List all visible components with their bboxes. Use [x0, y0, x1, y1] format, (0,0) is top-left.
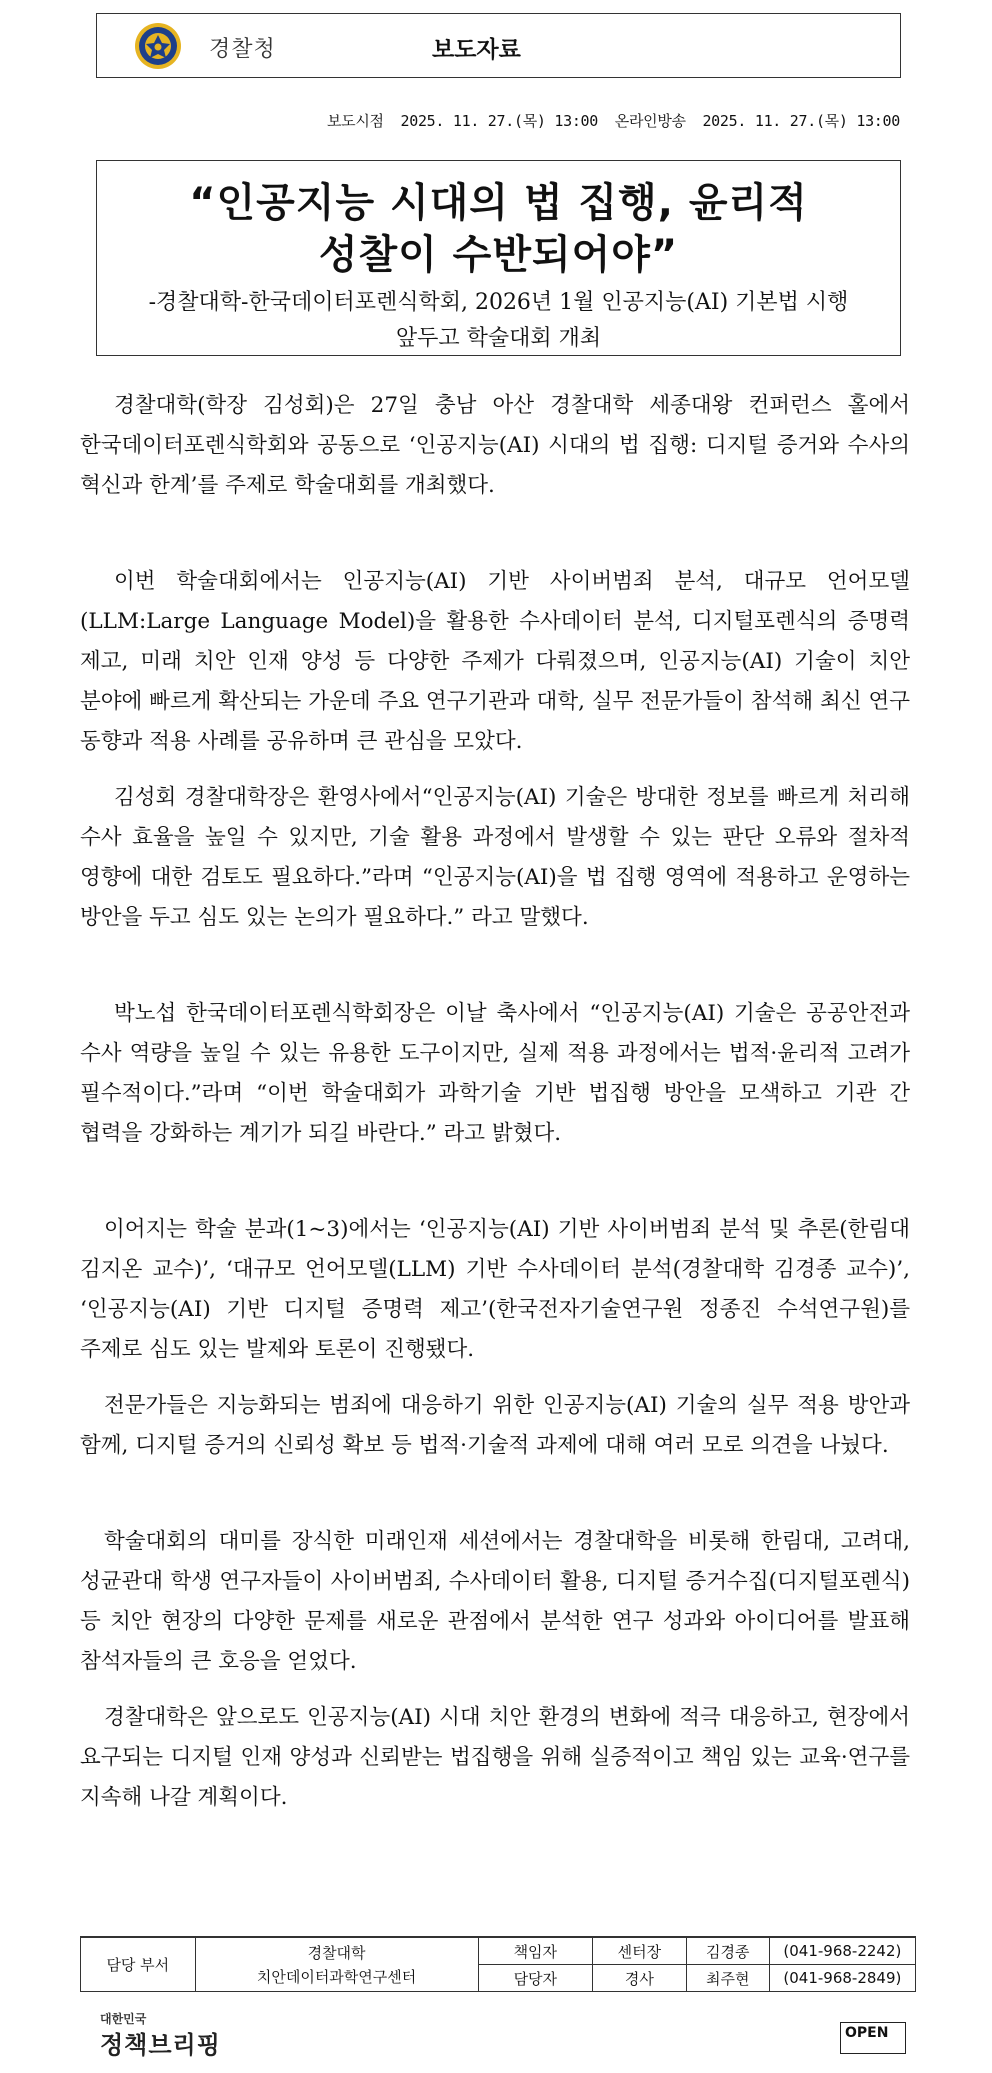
contact-row — [81, 1937, 916, 1965]
dept-line-2: 치안데이터과학연구센터 — [256, 1967, 417, 1986]
dept-label: 담당 부서 — [81, 1937, 196, 1992]
embargo-label: 보도시점 — [326, 112, 384, 130]
body-paragraph: 박노섭 한국데이터포렌식학회장은 이날 축사에서 “인공지능(AI) 기술은 공공안전과 수사 역량을 높일 수 있는 유용한 도구이지만, 실제 적용 과정에서는 법적·윤리적 고려가 필수적이다.”라며 “이번 학술대회가 과학기술 기반 법집행 방안을 모색하고 기관 간 협력을 강화하는 계기가 되길 바란다.” 라고 밝혔다. — [80, 1001, 910, 1146]
open-license-logo — [840, 2022, 906, 2054]
open-label: OPEN — [845, 2025, 889, 2041]
doc-type: 보도자료 — [432, 37, 521, 63]
online-time: 2025. 11. 27.(목) 13:00 — [702, 112, 900, 130]
brief-small-text: 대한민국 — [100, 2012, 147, 2026]
contact-name: 최주현 — [686, 1965, 769, 1992]
release-info — [319, 110, 900, 131]
contact-role: 책임자 — [478, 1937, 593, 1965]
contact-phone: (041-968-2849) — [769, 1965, 915, 1992]
contact-name: 김경종 — [686, 1937, 769, 1965]
contact-table — [80, 1936, 916, 1992]
body-paragraph: 학술대회의 대미를 장식한 미래인재 세션에서는 경찰대학을 비롯해 한림대, 고려대, 성균관대 학생 연구자들이 사이버범죄, 수사데이터 활용, 디지털 증거수집(디지털포렌식) 등 치안 현장의 다양한 문제를 새로운 관점에서 분석한 연구 성과와 아이디어를 발표해 참석자들의 큰 호응을 얻었다. — [80, 1529, 910, 1674]
body-paragraph: 이어지는 학술 분과(1~3)에서는 ‘인공지능(AI) 기반 사이버범죄 분석 및 추론(한림대 김지온 교수)’, ‘대규모 언어모델(LLM) 기반 수사데이터 분석(경찰대학 김경종 교수)’, ‘인공지능(AI) 기반 디지털 증명력 제고’(한국전자기술연구원 정종진 수석연구원)를 주제로 심도 있는 발제와 토론이 진행됐다. — [80, 1217, 910, 1362]
body-paragraph: 김성회 경찰대학장은 환영사에서“인공지능(AI) 기술은 방대한 정보를 빠르게 처리해 수사 효율을 높일 수 있지만, 기술 활용 과정에서 발생할 수 있는 판단 오류와 절차적 영향에 대한 검토도 필요하다.”라며 “인공지능(AI)을 법 집행 영역에 적용하고 운영하는 방안을 두고 심도 있는 논의가 필요하다.” 라고 말했다. — [80, 785, 910, 930]
agency-name: 경찰청 — [209, 37, 276, 62]
title-box — [96, 160, 901, 356]
contact-rank: 센터장 — [593, 1937, 687, 1965]
body-paragraph: 경찰대학은 앞으로도 인공지능(AI) 시대 치안 환경의 변화에 적극 대응하고, 현장에서 요구되는 디지털 인재 양성과 신뢰받는 법집행을 위해 실증적이고 책임 있는 교육·연구를 지속해 나갈 계획이다. — [80, 1705, 910, 1810]
dept-line-1: 경찰대학 — [307, 1943, 366, 1962]
body-paragraph: 경찰대학(학장 김성회)은 27일 충남 아산 경찰대학 세종대왕 컨퍼런스 홀에서 한국데이터포렌식학회와 공동으로 ‘인공지능(AI) 시대의 법 집행: 디지털 증거와 수사의 혁신과 한계’를 주제로 학술대회를 개최했다. — [80, 393, 910, 498]
contact-role: 담당자 — [478, 1965, 593, 1992]
contact-rank: 경사 — [593, 1965, 687, 1992]
title-line-1: “인공지능 시대의 법 집행, 윤리적 — [189, 180, 808, 226]
header-box — [96, 13, 901, 78]
online-label: 온라인방송 — [614, 112, 686, 130]
title-line-2: 성찰이 수반되어야” — [318, 232, 679, 278]
subtitle-line-1: -경찰대학-한국데이터포렌식학회, 2026년 1월 인공지능(AI) 기본법 시행 — [148, 290, 849, 315]
dept-name — [195, 1937, 478, 1992]
subtitle-line-2: 앞두고 학술대회 개최 — [395, 326, 602, 351]
police-emblem-icon — [133, 21, 183, 71]
body-paragraph: 이번 학술대회에서는 인공지능(AI) 기반 사이버범죄 분석, 대규모 언어모델(LLM:Large Language Model)을 활용한 수사데이터 분석, 디지털포렌식의 증명력 제고, 미래 치안 인재 양성 등 다양한 주제가 다뤄졌으며, 인공지능(AI) 기술이 치안 분야에 빠르게 확산되는 가운데 주요 연구기관과 대학, 실무 전문가들이 참석해 최신 연구 동향과 적용 사례를 공유하며 큰 관심을 모았다. — [80, 569, 910, 754]
embargo-time: 2025. 11. 27.(목) 13:00 — [400, 112, 599, 130]
brief-big-text: 정책브리핑 — [100, 2031, 221, 2059]
contact-phone: (041-968-2242) — [769, 1937, 915, 1965]
policy-briefing-logo — [100, 2010, 221, 2060]
body-paragraph: 전문가들은 지능화되는 범죄에 대응하기 위한 인공지능(AI) 기술의 실무 적용 방안과 함께, 디지털 증거의 신뢰성 확보 등 법적·기술적 과제에 대해 여러 모로 의견을 나눴다. — [80, 1393, 910, 1458]
